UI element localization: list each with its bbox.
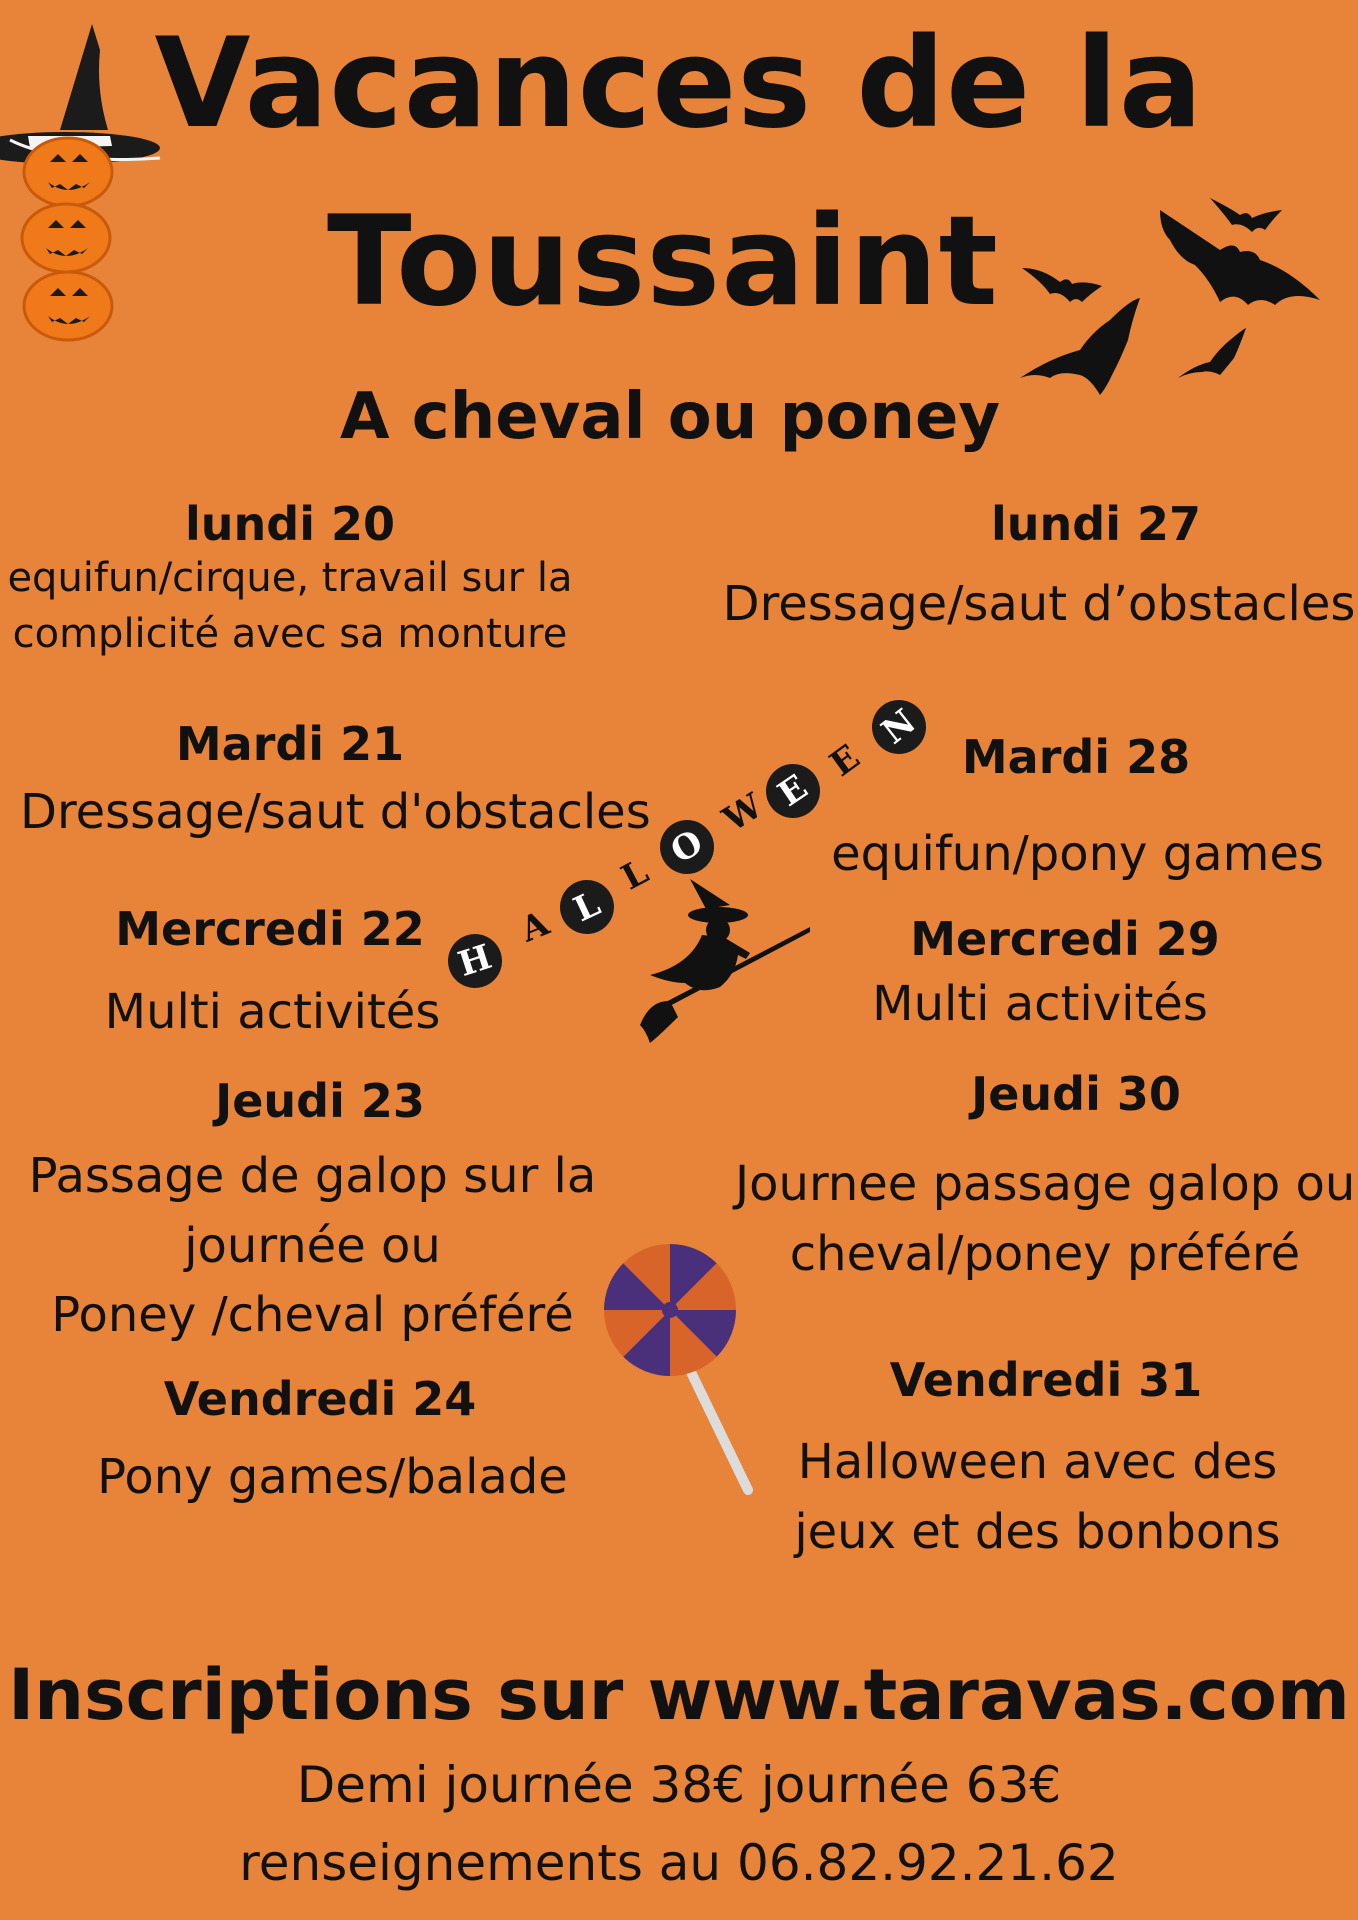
schedule-activity: equifun/cirque, travail sur la complicité avec sa monture xyxy=(7,555,573,657)
schedule-day: Jeudi 23 xyxy=(215,1074,425,1128)
schedule-day: Mercredi 29 xyxy=(910,912,1220,966)
halloween-letter: A xyxy=(515,903,555,951)
subtitle: A cheval ou poney xyxy=(339,380,1001,454)
halloween-letter: W xyxy=(716,785,770,841)
halloween-letter: L xyxy=(615,851,655,899)
halloween-letter: O xyxy=(650,810,724,884)
schedule-day: lundi 27 xyxy=(991,497,1201,551)
halloween-letter: H xyxy=(441,927,509,995)
schedule-activity: Dressage/saut d’obstacles xyxy=(722,576,1356,632)
lollipop-icon xyxy=(600,1240,760,1500)
schedule-activity: equifun/pony games xyxy=(831,826,1324,882)
halloween-letter: L xyxy=(551,871,623,943)
schedule-day: Mardi 28 xyxy=(961,730,1191,784)
prices-text: Demi journée 38€ journée 63€ xyxy=(296,1756,1062,1814)
schedule-activity: Halloween avec des jeux et des bonbons xyxy=(794,1434,1281,1560)
schedule-activity: Pony games/balade xyxy=(97,1449,568,1505)
halloween-letter: N xyxy=(861,689,937,765)
witch-on-broom-icon xyxy=(630,875,810,1045)
schedule-day: Vendredi 31 xyxy=(889,1353,1203,1407)
schedule-activity: Multi activités xyxy=(104,984,441,1040)
page-title-line2: Toussaint xyxy=(327,190,999,334)
schedule-day: Mercredi 22 xyxy=(115,902,425,956)
schedule-day: Mardi 21 xyxy=(175,717,405,771)
schedule-activity: Passage de galop sur la journée ou Poney /cheval préféré xyxy=(28,1148,597,1344)
halloween-letter: E xyxy=(822,737,868,785)
schedule-day: Vendredi 24 xyxy=(163,1372,477,1426)
page-title-line1: Vacances de la xyxy=(154,12,1204,156)
schedule-day: Jeudi 30 xyxy=(971,1067,1181,1121)
schedule-activity: Multi activités xyxy=(872,976,1208,1032)
contact-text: renseignements au 06.82.92.21.62 xyxy=(239,1834,1119,1892)
schedule-activity: Journee passage galop ou cheval/poney préféré xyxy=(735,1156,1356,1282)
schedule-day: lundi 20 xyxy=(185,497,395,551)
halloween-letter: E xyxy=(756,754,831,829)
signup-text: Inscriptions sur www.taravas.com xyxy=(8,1654,1350,1736)
schedule-activity: Dressage/saut d'obstacles xyxy=(20,784,651,840)
